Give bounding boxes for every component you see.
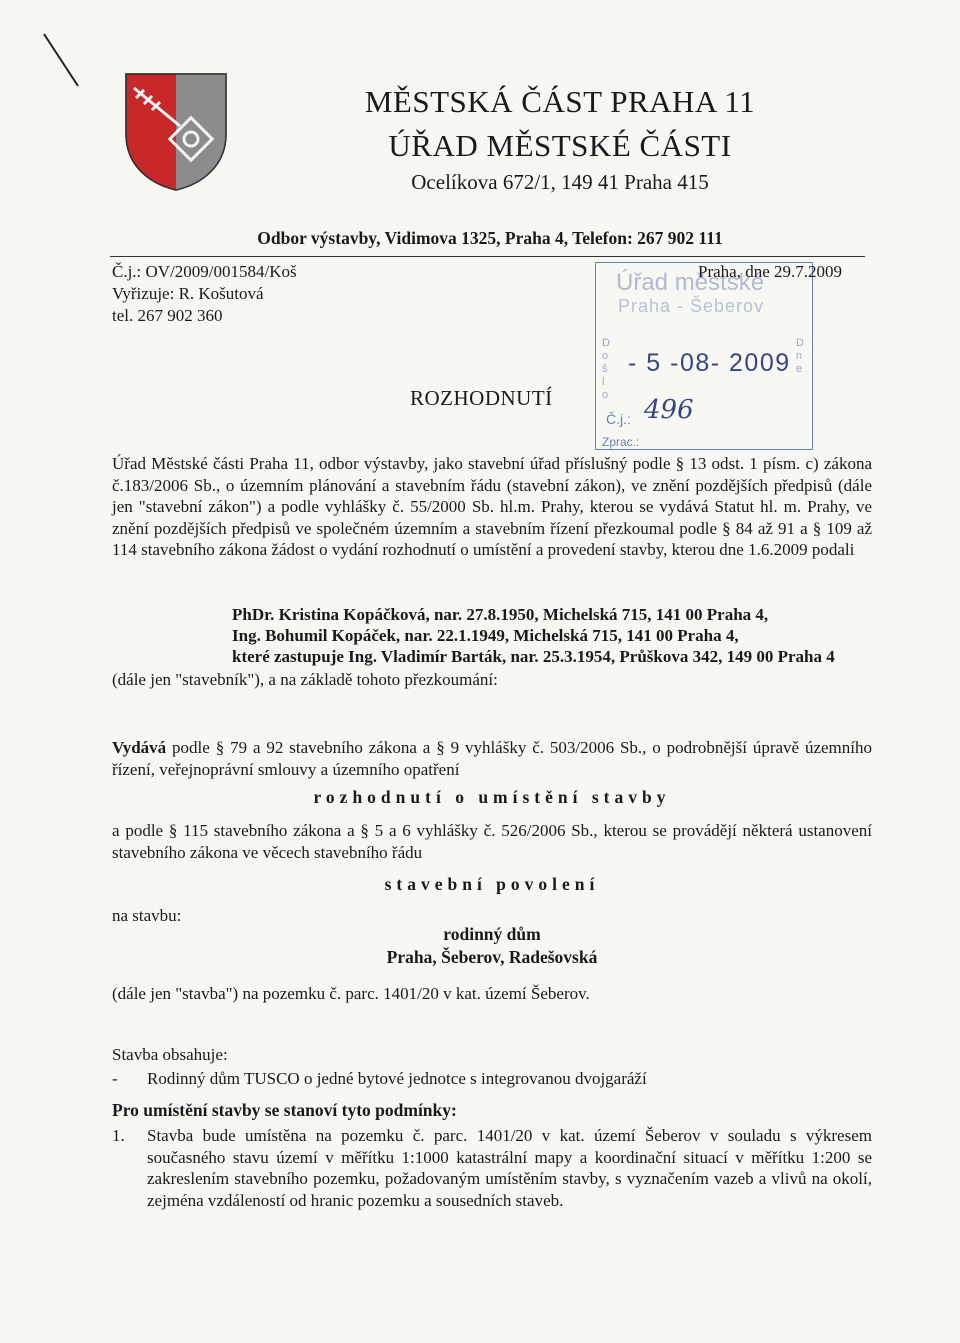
intro-paragraph: Úřad Městské části Praha 11, odbor výstavby, jako stavební úřad příslušný podle § 13 odst. 1 písm. c) zákona č.183/2006 Sb., o územním plánování a stavebním řádu (stavební zákon), ve znění pozdějších předpisů (dále jen "stavební zákon") a podle vyhlášky č. 55/2000 Sb. hl.m. Prahy, kterou se vydává Statut hl. m. Prahy, ve znění pozdějších předpisů ve společném územním a stavebním řízení přezkoumal podle § 84 až 91 a § 109 až 114 stavebního zákona žádost o vydání rozhodnutí o umístění a provedení stavby, kterou dne 1.6.2009 podali [112,454,872,559]
department-line: Odbor výstavby, Vidimova 1325, Praha 4, Telefon: 267 902 111 [257,228,723,248]
stamp-zprac-label: Zprac.: [602,435,640,449]
decision-permit-heading: stavební povolení [384,874,600,894]
stamp-cj-label: Č.j.: [606,411,631,427]
list-dash: - [112,1069,118,1088]
margin-pen-mark [38,30,86,90]
stamp-office: Úřad městské [616,269,765,296]
document-date: Praha, dne 29.7.2009 [698,262,843,281]
party-1: PhDr. Kristina Kopáčková, nar. 27.8.1950, Michelská 715, 141 00 Praha 4, [232,605,769,624]
condition-text: Stavba bude umístěna na pozemku č. parc. 1401/20 v kat. území Šeberov v souladu s výkresem současného stavu území v měřítku 1:1000 katastrální mapy a koordinační situací v měřítku 1:200 se zakreslením stavebního pozemku, požadovaným umístěním stavby, s vyznačením vazeb a vlivů na okolí, zejména vzdáleností od hranic pozemku a sousedních staveb. [147,1126,872,1210]
for-building-label: na stavbu: [112,906,182,925]
issue-verb: Vydává [112,738,167,757]
reference-number: Č.j.: OV/2009/001584/Koš [112,262,297,281]
decision-placement-text: a podle § 115 stavebního zákona a § 5 a 6 vyhlášky č. 526/2006 Sb., kterou se provádějí některá ustanovení stavebního zákona ve věcech stavebního řádu [112,821,872,862]
building-location: Praha, Šeberov, Radešovská [386,947,598,967]
party-2: Ing. Bohumil Kopáček, nar. 22.1.1949, Michelská 715, 141 00 Praha 4, [232,626,739,645]
party-3: které zastupuje Ing. Vladimír Barták, nar. 25.3.1954, Průškova 342, 149 00 Praha 4 [232,647,835,666]
case-handler: Vyřizuje: R. Košutová [112,284,264,303]
decision-placement-heading: rozhodnutí o umístění stavby [313,787,671,807]
document-title: ROZHODNUTÍ [410,386,553,410]
parties-note: (dále jen "stavebník"), a na základě tohoto přezkoumání: [112,670,498,689]
stamp-received-date: - 5 -08- 2009 [628,349,791,377]
municipality-name: MĚSTSKÁ ČÁST PRAHA 11 [364,84,756,119]
receipt-stamp [595,262,813,450]
coat-of-arms-icon [122,70,230,192]
issue-text: podle § 79 a 92 stavebního zákona a § 9 vyhlášky č. 503/2006 Sb., o podrobnější úpravě územního řízení, veřejnoprávní smlouvy a územního opatření [112,738,872,779]
stamp-left-vertical: D o š l o [602,337,610,401]
stamp-district: Praha - Šeberov [618,296,765,316]
issue-paragraph [112,737,872,780]
building-name: rodinný dům [443,924,541,944]
contents-label: Stavba obsahuje: [112,1045,228,1064]
list-item-text: Rodinný dům TUSCO o jedné bytové jednotce s integrovanou dvojgaráží [147,1069,647,1088]
conditions-heading: Pro umístění stavby se stanoví tyto podmínky: [112,1100,457,1120]
stamp-cj-number: 496 [644,395,694,425]
building-note: (dále jen "stavba") na pozemku č. parc. 1401/20 v kat. území Šeberov. [112,984,590,1003]
office-address: Ocelíkova 672/1, 149 41 Praha 415 [411,170,709,194]
handler-phone: tel. 267 902 360 [112,306,223,325]
office-name: ÚŘAD MĚSTSKÉ ČÁSTI [388,128,732,163]
stamp-right-vertical: D n e [796,337,804,375]
header-rule [110,256,865,257]
condition-number: 1. [112,1126,125,1145]
